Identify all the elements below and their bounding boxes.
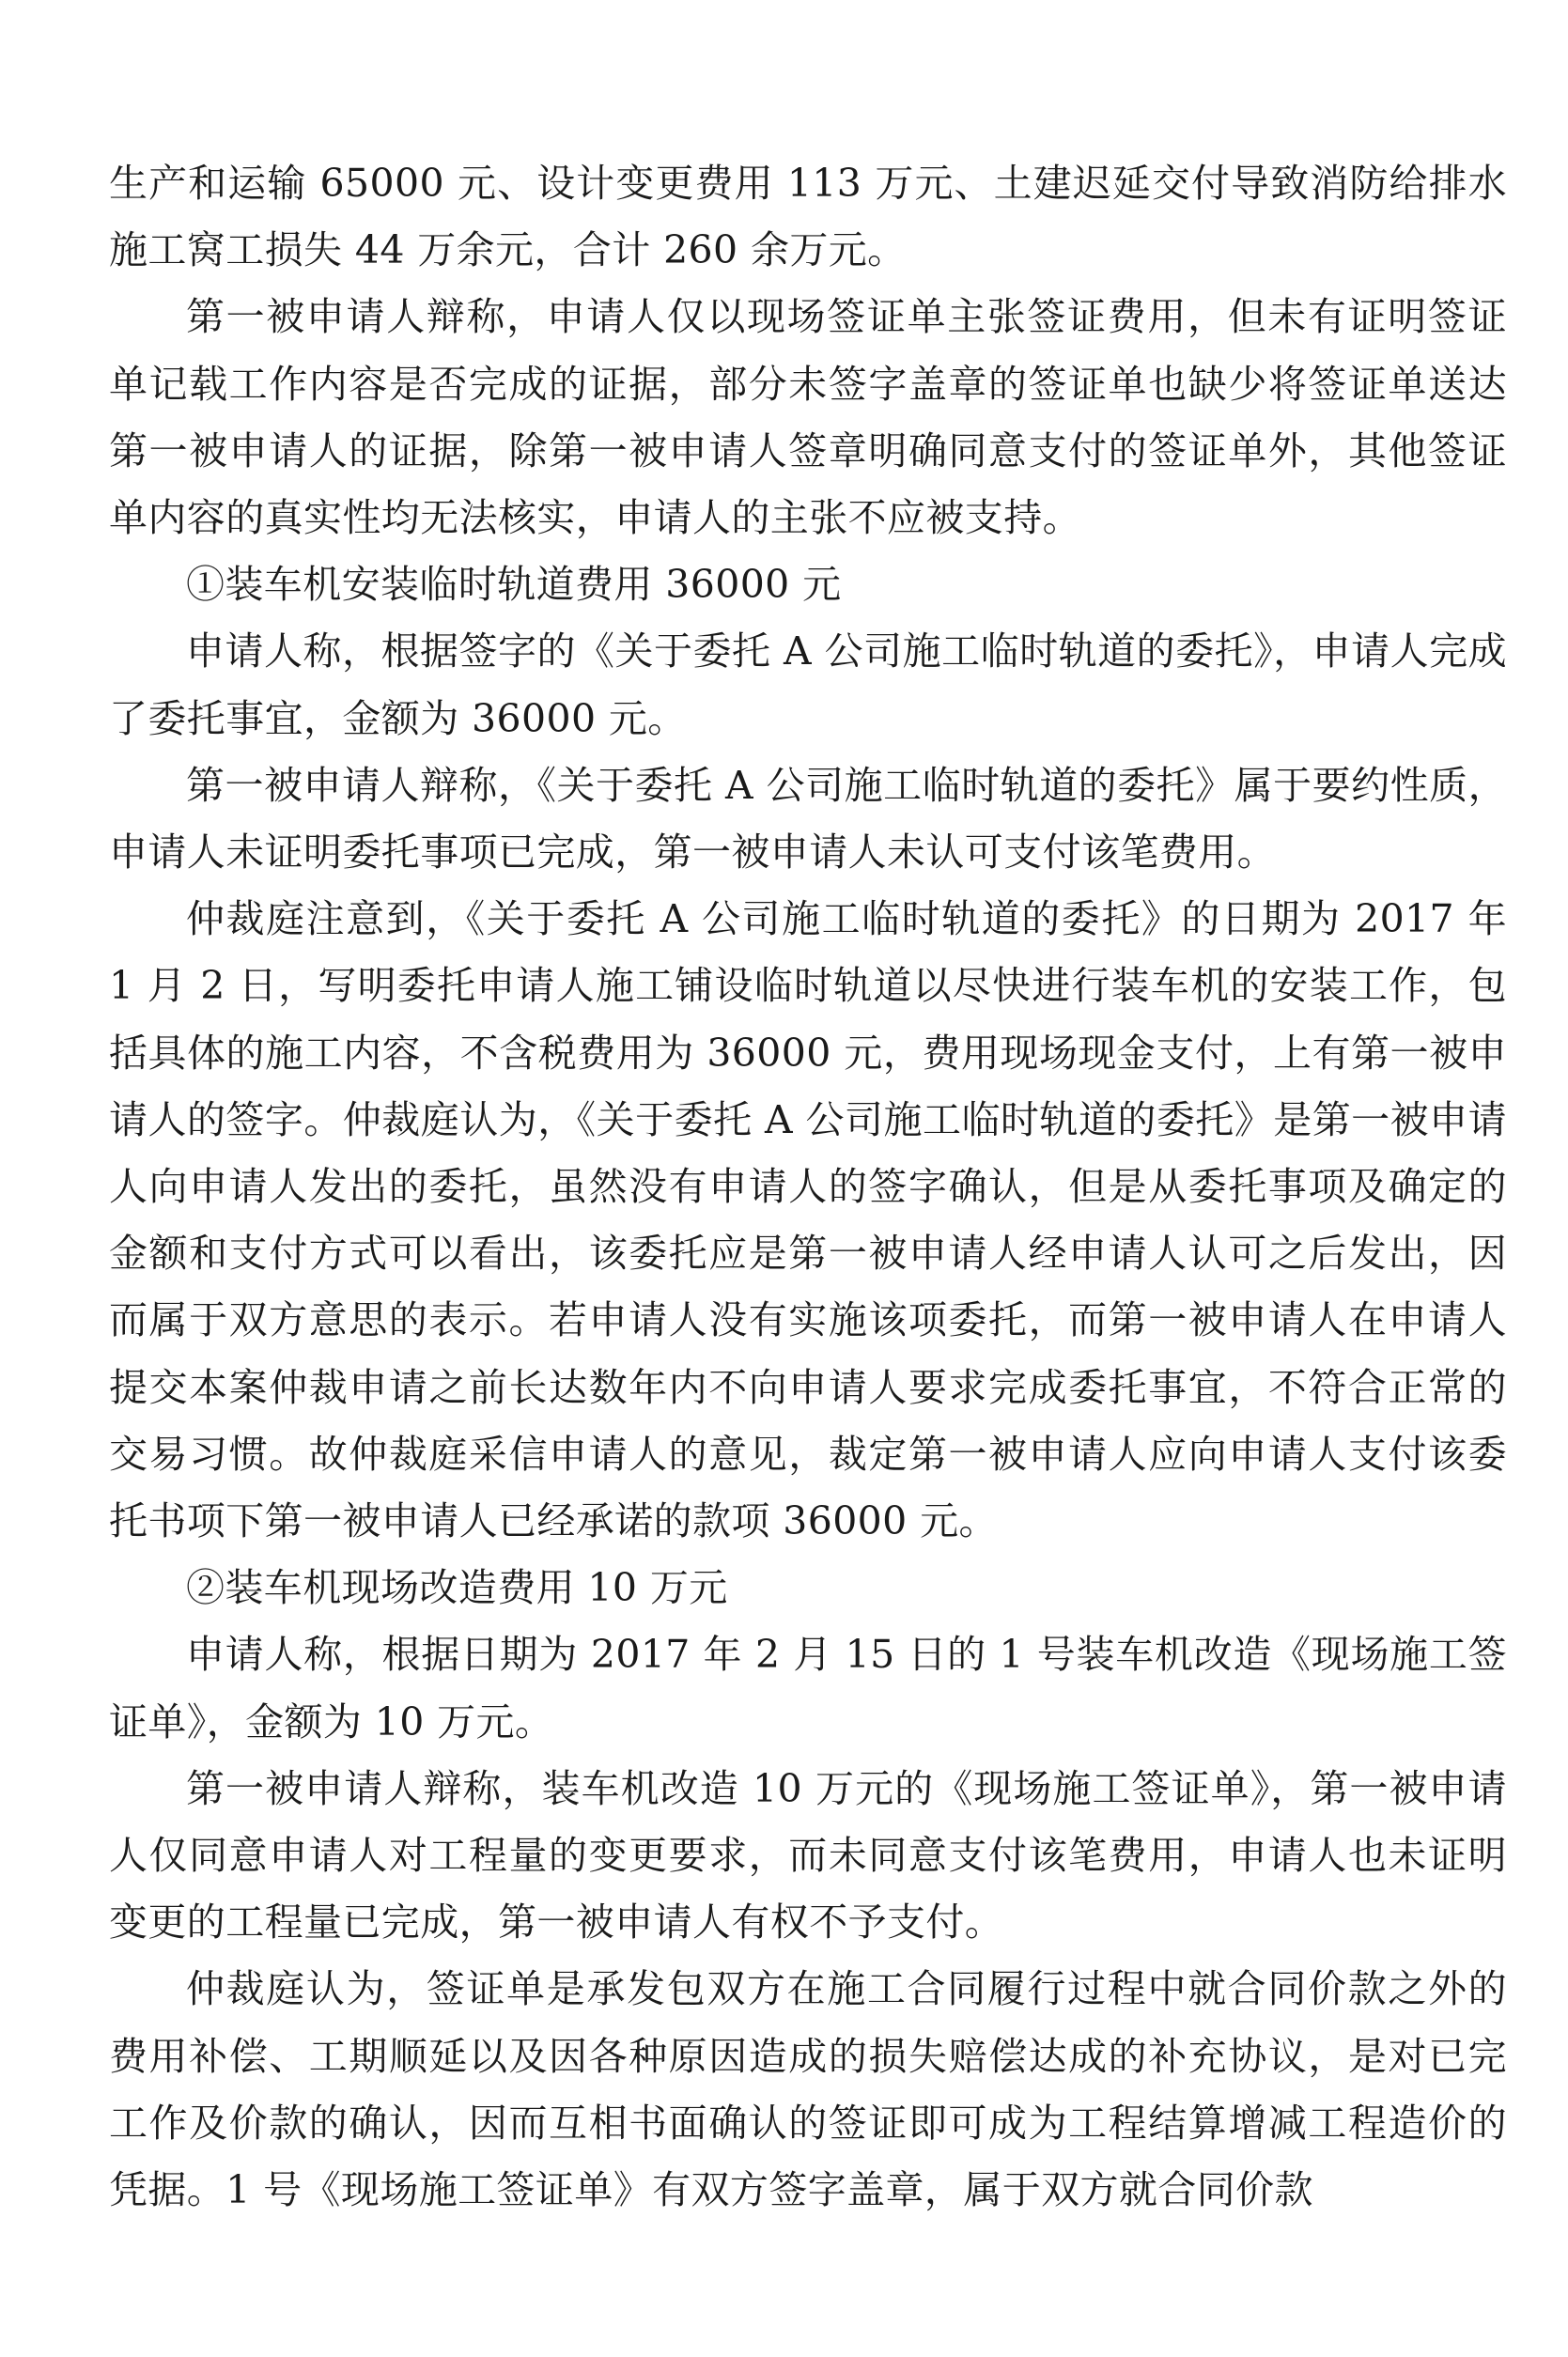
paragraph-respondent-defense-2: 第一被申请人辩称，装车机改造 10 万元的《现场施工签证单》，第一被申请人仅同意申请人对工程量的变更要求，而未同意支付该笔费用，申请人也未证明变更的工程量已完成，第一被申请人有权不予支付。 (109, 1765, 1507, 1946)
paragraph-claimant-statement-2: 申请人称，根据日期为 2017 年 2 月 15 日的 1 号装车机改造《现场施工签证单》，金额为 10 万元。 (109, 1632, 1507, 1744)
paragraph-continuation: 生产和运输 65000 元、设计变更费用 113 万元、土建迟延交付导致消防给排水施工窝工损失 44 万余元，合计 260 余万元。 (109, 161, 1507, 273)
document-page (109, 150, 1507, 2224)
section-heading-temporary-track: ①装车机安装临时轨道费用 36000 元 (186, 562, 842, 608)
paragraph-respondent-defense-1: 第一被申请人辩称，《关于委托 A 公司施工临时轨道的委托》属于要约性质，申请人未证明委托事项已完成，第一被申请人未认可支付该笔费用。 (109, 762, 1507, 876)
paragraph-claimant-statement-1: 申请人称，根据签字的《关于委托 A 公司施工临时轨道的委托》，申请人完成了委托事宜，金额为 36000 元。 (109, 628, 1507, 741)
paragraph-tribunal-finding-1: 仲裁庭注意到，《关于委托 A 公司施工临时轨道的委托》的日期为 2017 年 1 月 2 日，写明委托申请人施工铺设临时轨道以尽快进行装车机的安装工作，包括具体的施工内容，不含税费用为 36000 元，费用现场现金支付，上有第一被申请人的签字。仲裁庭认为，《关于委托 A 公司施工临时轨道的委托》是第一被申请人向申请人发出的委托，虽然没有申请人的签字确认，但是从委托事项及确定的金额和支付方式可以看出，该委托应是第一被申请人经申请人认可之后发出，因而属于双方意思的表示。若申请人没有实施该项委托，而第一被申请人在申请人提交本案仲裁申请之前长达数年内不向申请人要求完成委托事宜，不符合正常的交易习惯。故仲裁庭采信申请人的意见，裁定第一被申请人应向申请人支付该委托书项下第一被申请人已经承诺的款项 36000 元。 (109, 896, 1507, 1544)
paragraph-respondent-defense: 第一被申请人辩称，申请人仅以现场签证单主张签证费用，但未有证明签证单记载工作内容是否完成的证据，部分未签字盖章的签证单也缺少将签证单送达第一被申请人的证据，除第一被申请人签章明确同意支付的签证单外，其他签证单内容的真实性均无法核实，申请人的主张不应被支持。 (109, 294, 1507, 541)
section-heading-loader-modification: ②装车机现场改造费用 10 万元 (186, 1565, 728, 1611)
paragraph-tribunal-finding-2: 仲裁庭认为，签证单是承发包双方在施工合同履行过程中就合同价款之外的费用补偿、工期顺延以及因各种原因造成的损失赔偿达成的补充协议，是对已完工作及价款的确认，因而互相书面确认的签证即可成为工程结算增减工程造价的凭据。1 号《现场施工签证单》有双方签字盖章，属于双方就合同价款 (109, 1966, 1507, 2213)
